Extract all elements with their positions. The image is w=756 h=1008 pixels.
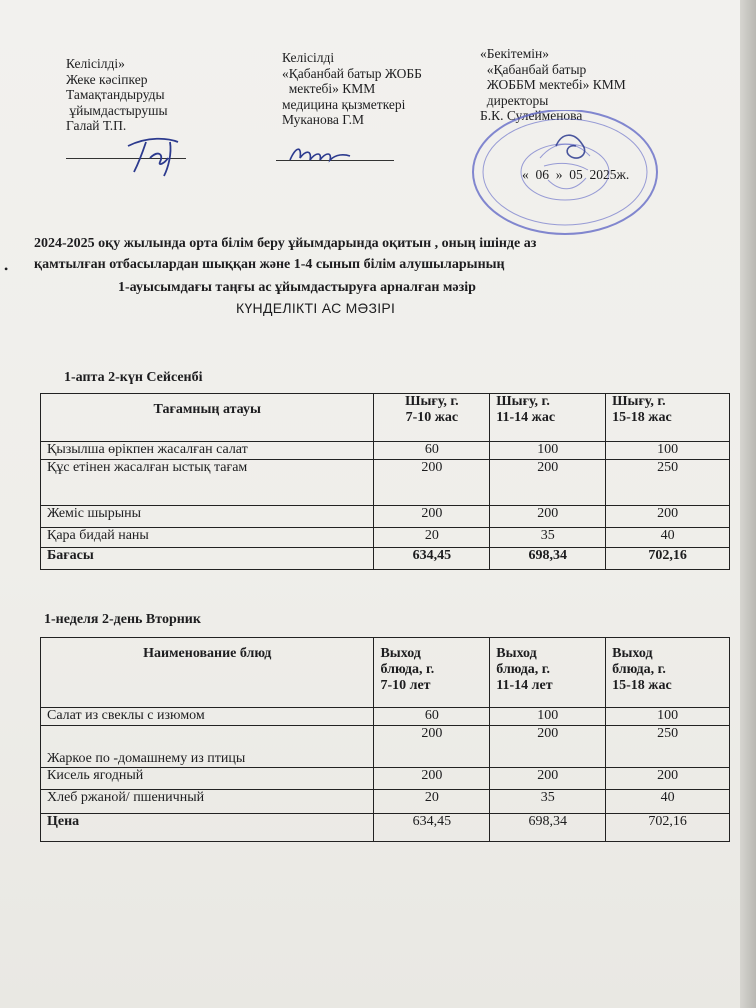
table-header-row — [41, 394, 730, 442]
dish-name: Хлеб ржаной/ пшеничный — [41, 790, 374, 814]
portion-value: 200 — [374, 460, 490, 506]
dish-name: Қара бидай наны — [41, 528, 374, 548]
title-line-3: 1-ауысымдағы таңғы ас ұйымдастыруға арналған мәзір — [118, 280, 476, 295]
portion-value: 200 — [490, 460, 606, 506]
portion-value: 35 — [490, 528, 606, 548]
approval-left-line: Тамақтандыруды — [66, 87, 165, 102]
table-row — [41, 460, 730, 506]
official-stamp — [470, 110, 660, 240]
portion-value: 200 — [374, 506, 490, 528]
portion-value: 200 — [606, 768, 730, 790]
approval-middle-line: мектебі» КММ — [282, 81, 376, 96]
portion-value: 35 — [490, 790, 606, 814]
dish-name: Қызылша өрікпен жасалған салат — [41, 442, 374, 460]
table-row — [41, 768, 730, 790]
price-value: 634,45 — [374, 548, 490, 570]
table-row — [41, 790, 730, 814]
portion-value: 200 — [490, 506, 606, 528]
ru-section-heading: 1-неделя 2-день Вторник — [44, 612, 201, 627]
price-value: 698,34 — [490, 814, 606, 842]
table-total-row — [41, 814, 730, 842]
portion-value: 250 — [606, 726, 730, 768]
portion-value: 200 — [606, 506, 730, 528]
header-cell: Выход блюда, г. 7-10 лет — [374, 638, 490, 708]
bullet-dot: • — [4, 262, 9, 276]
header-cell: Шығу, г. 7-10 жас — [374, 394, 490, 442]
approval-middle — [282, 50, 422, 128]
kz-section-heading: 1-апта 2-күн Сейсенбі — [64, 370, 203, 385]
page-title: КҮНДЕЛІКТІ АС МӘЗІРІ — [236, 300, 396, 316]
price-value: 634,45 — [374, 814, 490, 842]
dish-name: Кисель ягодный — [41, 768, 374, 790]
approval-middle-line: Муканова Г.М — [282, 112, 364, 127]
portion-value: 100 — [490, 442, 606, 460]
kz-menu-table — [40, 393, 730, 570]
dish-name: Салат из свеклы с изюмом — [41, 708, 374, 726]
price-value: 698,34 — [490, 548, 606, 570]
approval-left-line: ұйымдастырушы — [66, 102, 168, 118]
approval-right-line: директоры — [480, 92, 549, 108]
portion-value: 60 — [374, 442, 490, 460]
portion-value: 60 — [374, 708, 490, 726]
table-row — [41, 528, 730, 548]
approval-right-line: «Қабанбай батыр — [480, 61, 587, 77]
portion-value: 20 — [374, 790, 490, 814]
header-cell: Выход блюда, г. 11-14 лет — [490, 638, 606, 708]
portion-value: 100 — [490, 708, 606, 726]
table-header-row — [41, 638, 730, 708]
header-cell: Шығу, г. 11-14 жас — [490, 394, 606, 442]
total-label: Бағасы — [41, 548, 374, 570]
portion-value: 200 — [490, 768, 606, 790]
signature-left — [118, 128, 194, 178]
approval-left-line: Келісілді» — [66, 56, 125, 71]
page-edge-shadow — [740, 0, 756, 1008]
dish-name: Жаркое по -домашнему из птицы — [41, 726, 374, 768]
portion-value: 100 — [606, 708, 730, 726]
approval-middle-line: Келісілді — [282, 50, 335, 65]
dish-name: Құс етінен жасалған ыстық тағам — [41, 460, 374, 506]
header-cell: Наименование блюд — [41, 638, 374, 708]
approval-left — [66, 56, 168, 134]
approval-date: « 06 » 05 2025ж. — [522, 167, 630, 182]
total-label: Цена — [41, 814, 374, 842]
portion-value: 40 — [606, 528, 730, 548]
portion-value: 100 — [606, 442, 730, 460]
table-row — [41, 442, 730, 460]
approval-middle-line: «Қабанбай батыр ЖОББ — [282, 65, 422, 81]
table-total-row — [41, 548, 730, 570]
header-cell: Выход блюда, г. 15-18 жас — [606, 638, 730, 708]
approval-left-line: Жеке кәсіпкер — [66, 71, 148, 87]
price-value: 702,16 — [606, 814, 730, 842]
portion-value: 200 — [374, 768, 490, 790]
table-row — [41, 708, 730, 726]
portion-value: 200 — [374, 726, 490, 768]
title-line-2: қамтылған отбасылардан шыққан және 1-4 сынып білім алушыларының — [34, 257, 505, 272]
portion-value: 40 — [606, 790, 730, 814]
title-line-1: 2024-2025 оқу жылында орта білім беру ұйымдарында оқитын , оның ішінде аз — [34, 236, 537, 251]
approval-right-line: ЖОББМ мектебі» КММ — [480, 77, 626, 92]
header-cell: Шығу, г. 15-18 жас — [606, 394, 730, 442]
approval-middle-line: медицина қызметкері — [282, 96, 406, 112]
ru-menu-table — [40, 637, 730, 842]
price-value: 702,16 — [606, 548, 730, 570]
portion-value: 20 — [374, 528, 490, 548]
approval-right-line: Б.К. Сулейменова — [480, 108, 583, 123]
table-row — [41, 726, 730, 768]
portion-value: 250 — [606, 460, 730, 506]
header-cell: Тағамның атауы — [41, 394, 374, 442]
portion-value: 200 — [490, 726, 606, 768]
table-row — [41, 506, 730, 528]
signature-middle — [286, 140, 356, 168]
dish-name: Жеміс шырыны — [41, 506, 374, 528]
approval-left-line: Галай Т.П. — [66, 118, 127, 133]
approval-right-line: «Бекітемін» — [480, 46, 549, 61]
